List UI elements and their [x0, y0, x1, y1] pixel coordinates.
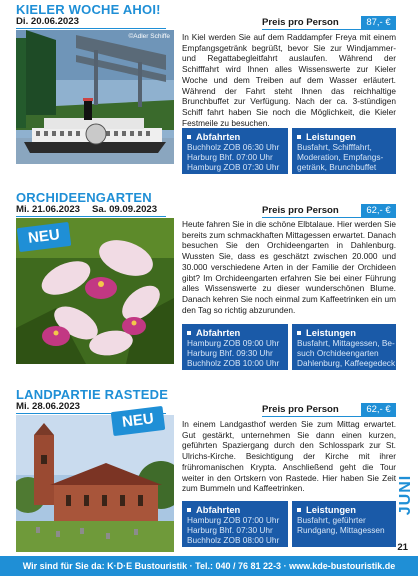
tour-title: KIELER WOCHE AHOI! [16, 2, 161, 17]
new-badge: NEU [111, 406, 166, 436]
price-underline [262, 217, 396, 218]
tour-orchideengarten [16, 191, 396, 371]
tour-photo-ship [16, 30, 174, 164]
price-badge: 62,- € [361, 403, 396, 416]
tour-dates: Di. 20.06.2023 [16, 16, 79, 27]
bullet-icon [297, 331, 301, 335]
departures-list: Buchholz ZOB 06:30 Uhr Harburg Bhf. 07:00 Uhr Hamburg ZOB 07:30 Uhr [187, 142, 280, 173]
new-badge: NEU [17, 222, 72, 252]
tour-dates: Mi. 28.06.2023 [16, 401, 81, 412]
tour-photo-church [16, 415, 174, 552]
title-underline [16, 28, 166, 29]
price-label: Preis pro Person [262, 404, 339, 415]
bullet-icon [187, 135, 191, 139]
price-row [182, 16, 396, 30]
services-box: Leistungen Busfahrt, Schifffahrt, Moderation, Empfangs- getränk, Brunchbuffet [292, 128, 396, 174]
services-box: Leistungen Busfahrt, geführter Rundgang, Mittagessen [292, 501, 396, 547]
services-box: Leistungen Busfahrt, Mittagessen, Be- such Orchideengarten Dahlenburg, Kaffeegedeck [292, 324, 396, 370]
month-tab: JUNI [397, 474, 414, 516]
tour-title: LANDPARTIE RASTEDE [16, 387, 169, 402]
services-list: Busfahrt, Mittagessen, Be- such Orchideengarten Dahlenburg, Kaffeegedeck [297, 338, 396, 369]
departures-list: Hamburg ZOB 07:00 Uhr Harburg Bhf. 07:30 Uhr Buchholz ZOB 08:00 Uhr [187, 515, 280, 546]
footer-contact: Wir sind für Sie da: K·D·E Bustouristik · Tel.: 040 / 76 81 22-3 · www.kde-bustouristik.de [0, 556, 418, 576]
departures-box: Abfahrten Hamburg ZOB 09:00 Uhr Harburg Bhf. 09:30 Uhr Buchholz ZOB 10:00 Uhr [182, 324, 288, 370]
bullet-icon [187, 508, 191, 512]
services-list: Busfahrt, geführter Rundgang, Mittagessen [297, 515, 385, 536]
departures-box: Abfahrten Hamburg ZOB 07:00 Uhr Harburg Bhf. 07:30 Uhr Buchholz ZOB 08:00 Uhr [182, 501, 288, 547]
price-label: Preis pro Person [262, 205, 339, 216]
bullet-icon [187, 331, 191, 335]
departures-box: Abfahrten Buchholz ZOB 06:30 Uhr Harburg Bhf. 07:00 Uhr Hamburg ZOB 07:30 Uhr [182, 128, 288, 174]
bullet-icon [297, 508, 301, 512]
price-badge: 87,- € [361, 16, 396, 29]
tour-description: In Kiel werden Sie auf dem Raddampfer Freya mit einem Empfangsgetränk begrüßt, bevor Sie zur Windjammer- und Regattabegleitfahrt auslaufen. Während der Schifffahrt wird Ihnen alles Wissenswerte zur Kieler Woche und dem Treiben auf dem Wasser erläutert. Während der Fahrt steht Ihnen das reichhaltige Brunchbuffet zur Verfügung. Nach der ca. 3-stündigen Schiff fahrt haben Sie noch die Möglichkeit, die Kieler Festmeile zu besuchen. [182, 32, 396, 128]
title-underline [16, 216, 166, 217]
price-label: Preis pro Person [262, 17, 339, 28]
departures-list: Hamburg ZOB 09:00 Uhr Harburg Bhf. 09:30 Uhr Buchholz ZOB 10:00 Uhr [187, 338, 280, 369]
bullet-icon [297, 135, 301, 139]
tour-dates: Mi. 21.06.2023 Sa. 09.09.2023 [16, 204, 158, 215]
page-number: 21 [397, 542, 408, 553]
tour-title: ORCHIDEENGARTEN [16, 190, 152, 205]
price-underline [262, 416, 396, 417]
price-badge: 62,- € [361, 204, 396, 217]
photo-credit: ©Adler Schiffe [128, 33, 170, 40]
tour-description: Heute fahren Sie in die schöne Elbtalaue. Hier werden Sie bereits zum schmackhaften Mittagessen erwartet. Danach besuchen Sie den Orchideengarten in Dahlenburg. Wussten Sie, dass es geschätzt zwischen 20.000 und 30.000 verschiedene Arten in der Familie der Orchideen gibt? Im Orchideengarten erfahren Sie bei einer Führung alles Wissenswerte zu dieser wunderschönen Blume. Danach kehren Sie noch einmal zum Kaffeetrinken ein um den Tag so richtig abzurunden. [182, 219, 397, 315]
tour-landpartie-rastede [16, 388, 396, 552]
price-underline [262, 29, 396, 30]
services-list: Busfahrt, Schifffahrt, Moderation, Empfangs- getränk, Brunchbuffet [297, 142, 384, 173]
tour-description: In einem Landgasthof werden Sie zum Mittag erwartet. Gut gestärkt, unternehmen Sie dann einen kurzen, geführten Spaziergang durch den Schlosspark zur St. Ulrichs-Kirche. Besichtigung der Kirche mit ihrer frühromanischen Krypta. Anschließend geht die Tour weiter in den Ortskern von Rastede. Hier haben Sie Zeit zum Bummeln und Kaffeetrinken. [182, 419, 396, 494]
price-row [182, 403, 396, 417]
tour-kieler-woche [16, 3, 396, 179]
price-row [182, 204, 396, 218]
